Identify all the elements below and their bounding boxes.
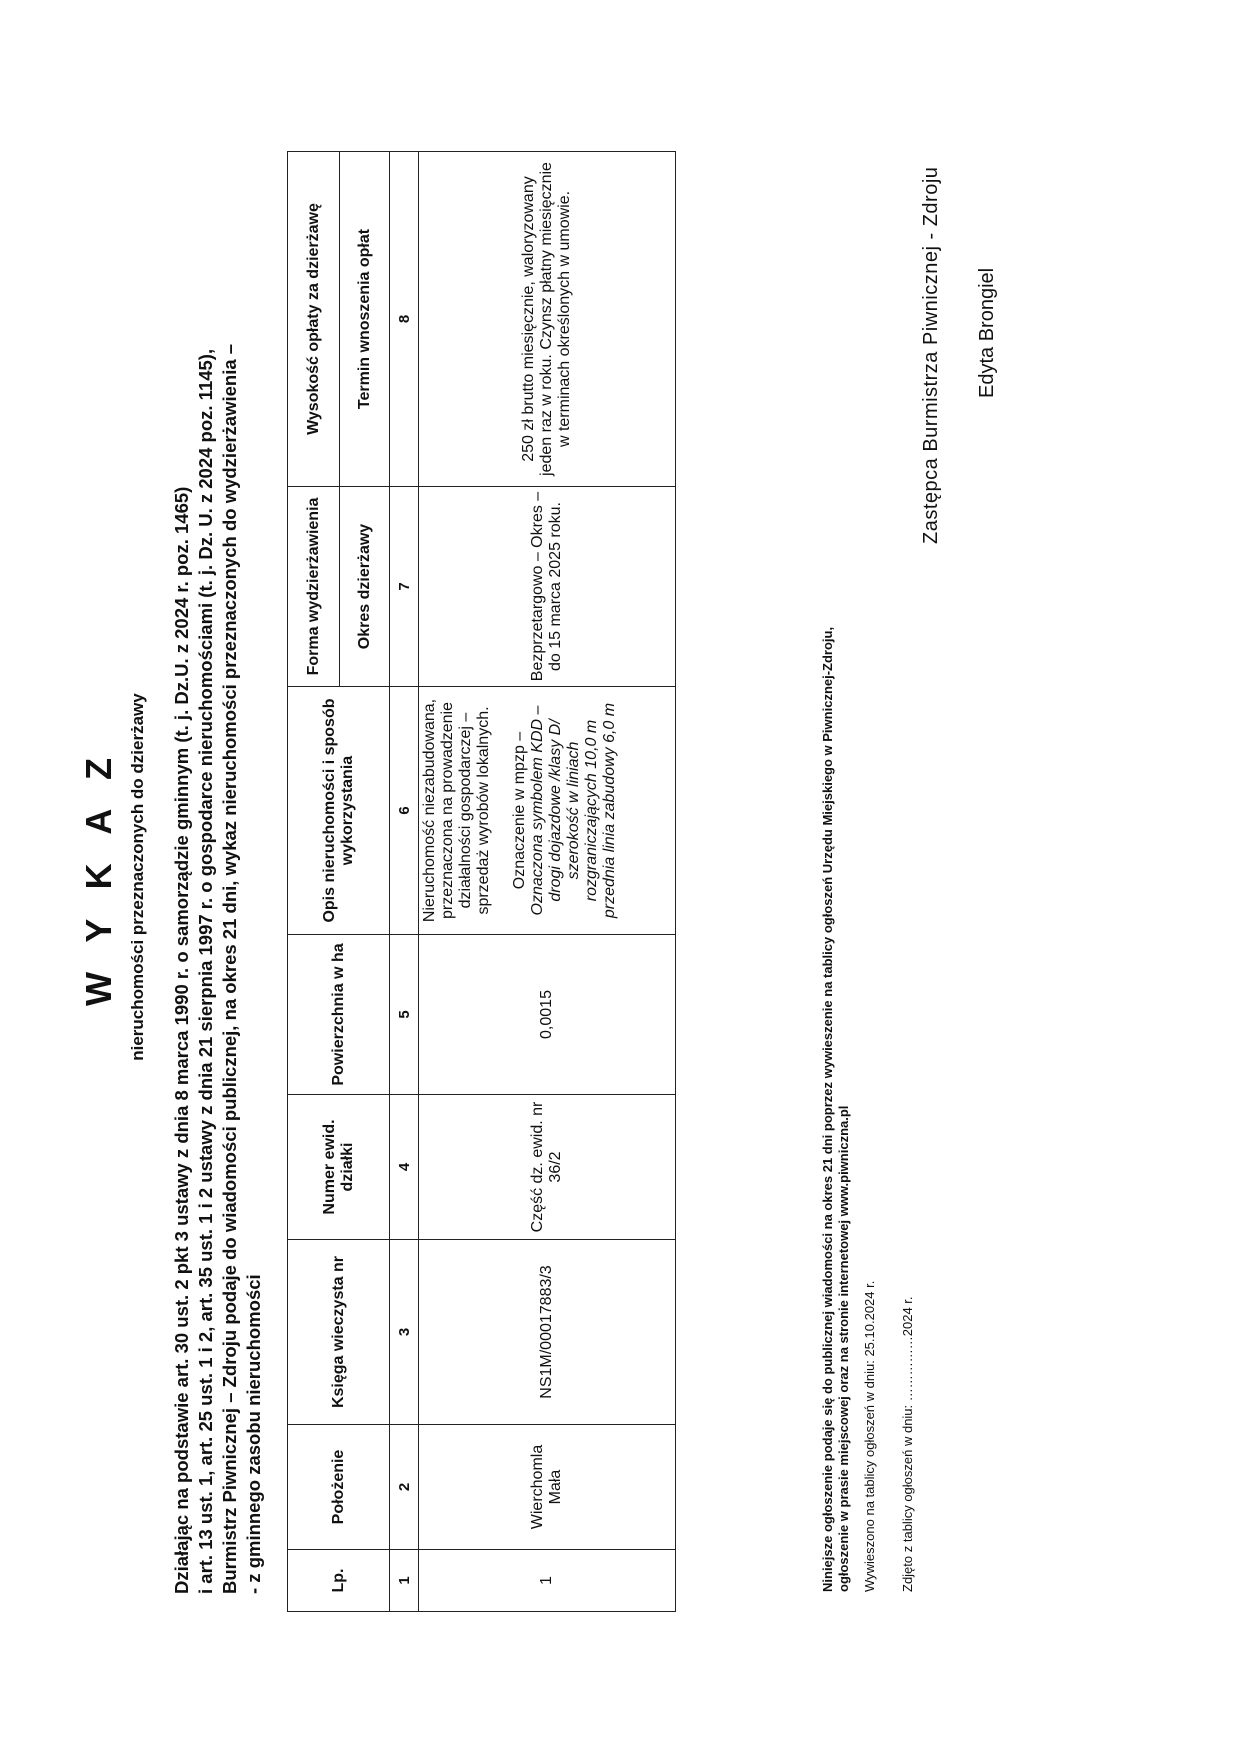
column-number: 8: [390, 152, 419, 487]
cell-polozenie: Wierchomla Mała: [419, 1425, 676, 1550]
header-okres: Okres dzierżawy: [340, 487, 390, 687]
cell-ksiega: NS1M/00017883/3: [419, 1240, 676, 1425]
cell-oplata: 250 zł brutto miesięcznie, waloryzowany jeden raz w roku. Czynsz płatny miesięcznie w terminach określonych w umowie.: [419, 152, 676, 487]
header-termin: Termin wnoszenia opłat: [340, 152, 390, 487]
intro-line-3: Burmistrz Piwnicznej – Zdroju podaje do wiadomości publicznej, na okres 21 dni, wykaz nieruchomości przeznaczonych do wydzierżawienia –: [219, 343, 240, 1594]
column-number: 6: [390, 687, 419, 935]
header-opis: Opis nieruchomości i sposób wykorzystania: [288, 687, 390, 935]
opis-mpzp: Oznaczenie w mpzp –: [511, 731, 528, 890]
header-powierzchnia: Powierzchnia w ha: [288, 935, 390, 1095]
cell-forma: Bezprzetargowo – Okres – do 15 marca 2025 roku.: [419, 487, 676, 687]
header-numer: Numer ewid. działki: [288, 1095, 390, 1240]
opis-symbol: Oznaczona symbolem KDD – drogi dojazdowe /klasy D/ szerokość w liniach rozgraniczających 10,0 m przednia linia zabudowy 6,0 m: [529, 702, 618, 919]
property-list-table: [287, 151, 676, 1612]
column-number: 2: [390, 1425, 419, 1550]
cell-opis: [419, 687, 676, 935]
signature-title: Zastępca Burmistrza Piwnicznej - Zdroju: [920, 166, 942, 544]
document-subtitle: nieruchomości przeznaczonych do dzierżawy: [128, 693, 147, 1061]
column-number: 4: [390, 1095, 419, 1240]
column-number-row: [390, 152, 419, 1612]
cell-lp: 1: [419, 1550, 676, 1612]
header-forma: Forma wydzierżawienia: [288, 487, 340, 687]
intro-line-2: i art. 13 ust. 1, art. 25 ust. 1 i 2, art. 35 ust. 1 i 2 ustawy z dnia 21 sierpnia 1997 r. o gospodarce nieruchomościami (t. j. Dz. U. z 2024 poz. 1145),: [195, 348, 216, 1594]
header-polozenie: Położenie: [288, 1425, 390, 1550]
table-row: [419, 152, 676, 1612]
cell-powierzchnia: 0,0015: [419, 935, 676, 1095]
legal-basis-paragraph: [170, 124, 266, 1594]
column-number: 3: [390, 1240, 419, 1425]
column-number: 7: [390, 487, 419, 687]
document-title: W Y K A Z: [78, 748, 119, 1007]
opis-text: Nieruchomość niezabudowana, przeznaczona na prowadzenie działalności gospodarczej – sprzedaż wyrobów lokalnych.: [421, 698, 492, 923]
header-wysokosc: Wysokość opłaty za dzierżawę: [288, 152, 340, 487]
signature-name: Edyta Brongiel: [976, 267, 998, 398]
removed-date: Zdjęto z tablicy ogłoszeń w dniu: ……………2024 r.: [900, 1296, 915, 1592]
publication-note: [820, 292, 852, 1592]
note-line-1: Niniejsze ogłoszenie podaje się do publicznej wiadomości na okres 21 dni poprzez wywieszenie na tablicy ogłoszeń Urzędu Miejskiego w Piwnicznej-Zdroju,: [820, 626, 835, 1592]
cell-numer: Część dz. ewid. nr 36/2: [419, 1095, 676, 1240]
header-lp: Lp.: [288, 1550, 390, 1612]
header-ksiega: Księga wieczysta nr: [288, 1240, 390, 1425]
posted-date: Wywieszono na tablicy ogłoszeń w dniu: 25.10.2024 r.: [862, 1280, 877, 1592]
column-number: 1: [390, 1550, 419, 1612]
intro-line-1: Działając na podstawie art. 30 ust. 2 pkt 3 ustawy z dnia 8 marca 1990 r. o samorządzie gminnym (t. j. Dz.U. z 2024 r. poz. 1465): [171, 486, 192, 1594]
column-number: 5: [390, 935, 419, 1095]
note-line-2: ogłoszenie w prasie miejscowej oraz na stronie internetowej www.piwniczna.pl: [836, 1105, 851, 1592]
intro-line-4: - z gminnego zasobu nieruchomości: [243, 1274, 264, 1594]
